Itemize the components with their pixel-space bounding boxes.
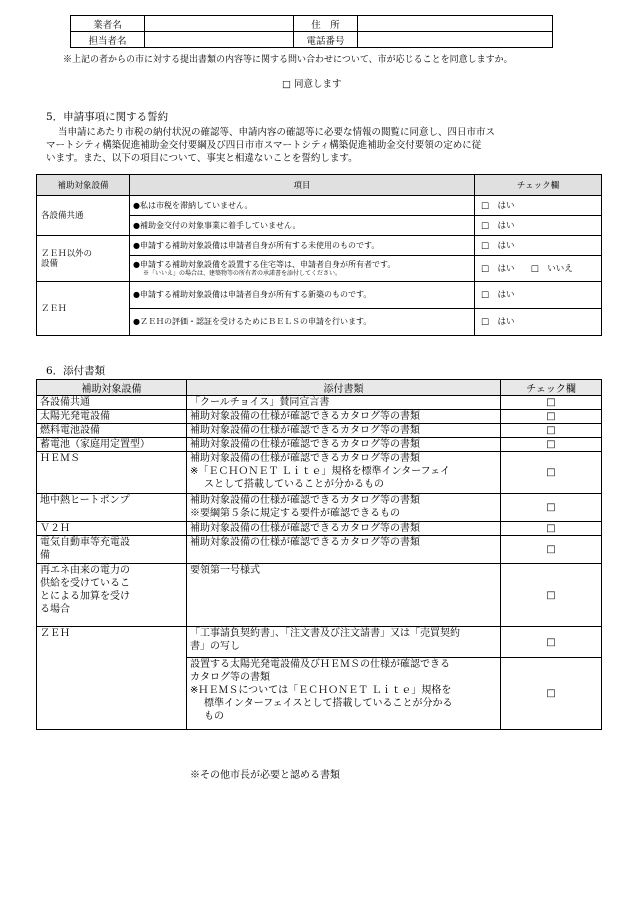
attach-doc-zeh-spec-line5: もの <box>204 711 224 722</box>
attach-check-evcharger[interactable]: □ <box>501 536 602 564</box>
attach-doc-zeh-spec-line2: カタログ等の書類 <box>190 672 270 683</box>
address-field[interactable] <box>358 16 553 32</box>
attach-equip-renewable <box>37 564 187 627</box>
attach-doc-evcharger: 補助対象設備の仕様が確認できるカタログ等の書類 <box>187 536 501 564</box>
attach-doc-renewable: 要領第一号様式 <box>187 564 501 627</box>
attach-equip-zeh: ＺＥＨ <box>37 627 187 730</box>
attach-doc-zeh-spec-line3: ※ＨＥＭＳについては「ＥＣＨＯＮＥＴ Ｌｉｔｅ」規格を <box>190 685 452 696</box>
pledge-item-newbuild: ●申請する補助対象設備は申請者自身が所有する新築のものです。 <box>130 282 475 309</box>
pledge-cat-nonzeh <box>37 236 130 282</box>
company-label: 業者名 <box>71 16 145 32</box>
attach-doc-hems <box>187 452 501 494</box>
attach-check-zeh-spec[interactable]: □ <box>501 658 602 730</box>
attach-header-equipment: 補助対象設備 <box>37 380 187 396</box>
attach-equip-geothermal: 地中熱ヒートポンプ <box>37 494 187 522</box>
pledge-check-unused[interactable]: □ はい <box>475 236 602 256</box>
pledge-item-owner <box>130 256 475 282</box>
attach-doc-hems-note1: ※「ＥＣＨＯＮＥＴ Ｌｉｔｅ」規格を標準インターフェイ <box>190 466 451 477</box>
pledge-item-tax: ●私は市税を滞納していません。 <box>130 196 475 216</box>
attach-equip-evcharger <box>37 536 187 564</box>
pledge-table <box>36 174 602 336</box>
pledge-check-newbuild[interactable]: □ はい <box>475 282 602 309</box>
pledge-header-equipment: 補助対象設備 <box>37 175 130 196</box>
attach-equip-evcharger-line2: 備 <box>40 550 50 561</box>
attach-check-fuelcell[interactable]: □ <box>501 424 602 438</box>
attach-header-docs: 添付書類 <box>187 380 501 396</box>
consent-row <box>282 76 342 90</box>
pledge-cat-nonzeh-line1: ＺＥＨ以外の <box>41 248 93 259</box>
attach-check-common[interactable]: □ <box>501 396 602 410</box>
attach-equip-evcharger-line1: 電気自動車等充電設 <box>40 537 130 548</box>
section6-title: 6．添付書類 <box>46 365 106 377</box>
attach-doc-geothermal-note: ※要綱第５条に規定する要件が確認できるもの <box>190 508 400 519</box>
company-field[interactable] <box>145 16 294 32</box>
attach-doc-zeh-contract <box>187 627 501 658</box>
attach-doc-geothermal <box>187 494 501 522</box>
attach-doc-zeh-contract-line1: 「工事請負契約書」、「注文書及び注文請書」又は「売買契約 <box>190 628 460 639</box>
phone-label: 電話番号 <box>294 32 358 48</box>
attach-doc-zeh-contract-line2: 書」の写し <box>190 641 240 652</box>
section5-title: 5．申請事項に関する誓約 <box>46 111 169 123</box>
pledge-cat-nonzeh-line2: 設備 <box>41 258 59 269</box>
pledge-check-tax[interactable]: □ はい <box>475 196 602 216</box>
attach-doc-solar: 補助対象設備の仕様が確認できるカタログ等の書類 <box>187 410 501 424</box>
attachments-table <box>36 379 602 730</box>
section5-text-2: マートシティ構築促進補助金交付要綱及び四日市市スマートシティ構築促進補助金交付要領の定めに従 <box>46 140 482 151</box>
section5-text-1: 当申請にあたり市税の納付状況の確認等、申請内容の確認等に必要な情報の閲覧に同意し、四日市市ス <box>58 127 496 138</box>
attach-doc-zeh-spec-line1: 設置する太陽光発電設備及びＨＥＭＳの仕様が確認できる <box>190 659 450 670</box>
attach-doc-zeh-spec <box>187 658 501 730</box>
attach-header-check: チェック欄 <box>501 380 602 396</box>
attach-equip-renewable-line1: 再エネ由来の電力の <box>40 565 130 576</box>
attach-check-battery[interactable]: □ <box>501 438 602 452</box>
consent-label: 同意します <box>294 79 342 90</box>
attach-doc-hems-note2: スとして搭載していることが分かるもの <box>204 479 384 490</box>
attach-check-renewable[interactable]: □ <box>501 564 602 627</box>
attach-equip-v2h: Ｖ２Ｈ <box>37 522 187 536</box>
section5-text-3: います。また、以下の項目について、事実と相違ないことを誓約します。 <box>46 153 358 164</box>
pledge-header-check: チェック欄 <box>475 175 602 196</box>
attach-equip-fuelcell: 燃料電池設備 <box>37 424 187 438</box>
attach-check-solar[interactable]: □ <box>501 410 602 424</box>
contact-table <box>70 15 553 48</box>
pledge-check-bels[interactable]: □ はい <box>475 309 602 336</box>
pledge-check-owner <box>475 256 602 282</box>
attach-doc-hems-catalog: 補助対象設備の仕様が確認できるカタログ等の書類 <box>190 453 420 464</box>
attach-doc-zeh-spec-line4: 標準インターフェイスとして搭載していることが分かる <box>204 698 453 709</box>
pledge-cat-zeh: ＺＥＨ <box>37 282 130 336</box>
attach-check-geothermal[interactable]: □ <box>501 494 602 522</box>
phone-field[interactable] <box>358 32 553 48</box>
attach-equip-battery: 蓄電池（家庭用定置型） <box>37 438 187 452</box>
attach-equip-solar: 太陽光発電設備 <box>37 410 187 424</box>
pledge-header-item: 項目 <box>130 175 475 196</box>
pledge-item-owner-note: ※「いいえ」の場合は、建築物等の所有者の承諾書を添付してください。 <box>143 269 342 277</box>
person-field[interactable] <box>145 32 294 48</box>
attach-doc-coolchoice: 「クールチョイス」賛同宣言書 <box>187 396 501 410</box>
pledge-check-owner-no[interactable]: □ いいえ <box>530 263 573 274</box>
pledge-item-unused: ●申請する補助対象設備は申請者自身が所有する未使用のものです。 <box>130 236 475 256</box>
consent-checkbox[interactable]: □ <box>282 79 291 90</box>
pledge-item-notstarted: ●補助金交付の対象事業に着手していません。 <box>130 216 475 236</box>
pledge-check-notstarted[interactable]: □ はい <box>475 216 602 236</box>
attach-check-hems[interactable]: □ <box>501 452 602 494</box>
pledge-check-owner-yes[interactable]: □ はい <box>481 263 515 274</box>
consent-note: ※上記の者からの市に対する提出書類の内容等に関する問い合わせについて、市が応じることを同意しますか。 <box>63 55 513 65</box>
section6-footer: ※その他市長が必要と認める書類 <box>190 770 340 781</box>
attach-doc-v2h: 補助対象設備の仕様が確認できるカタログ等の書類 <box>187 522 501 536</box>
pledge-item-owner-text: ●申請する補助対象設備を設置する住宅等は、申請者自身が所有者です。 <box>133 259 396 269</box>
attach-doc-fuelcell: 補助対象設備の仕様が確認できるカタログ等の書類 <box>187 424 501 438</box>
attach-equip-hems: ＨＥＭＳ <box>37 452 187 494</box>
attach-doc-battery: 補助対象設備の仕様が確認できるカタログ等の書類 <box>187 438 501 452</box>
address-label: 住 所 <box>294 16 358 32</box>
attach-equip-renewable-line4: る場合 <box>40 604 70 615</box>
person-label: 担当者名 <box>71 32 145 48</box>
attach-equip-common: 各設備共通 <box>37 396 187 410</box>
pledge-item-bels: ●ＺＥＨの評価・認証を受けるためにＢＥＬＳの申請を行います。 <box>130 309 475 336</box>
attach-equip-renewable-line3: とによる加算を受け <box>40 591 130 602</box>
attach-doc-geothermal-catalog: 補助対象設備の仕様が確認できるカタログ等の書類 <box>190 495 420 506</box>
attach-equip-renewable-line2: 供給を受けているこ <box>40 578 130 589</box>
pledge-cat-common: 各設備共通 <box>37 196 130 236</box>
attach-check-v2h[interactable]: □ <box>501 522 602 536</box>
attach-check-zeh-contract[interactable]: □ <box>501 627 602 658</box>
